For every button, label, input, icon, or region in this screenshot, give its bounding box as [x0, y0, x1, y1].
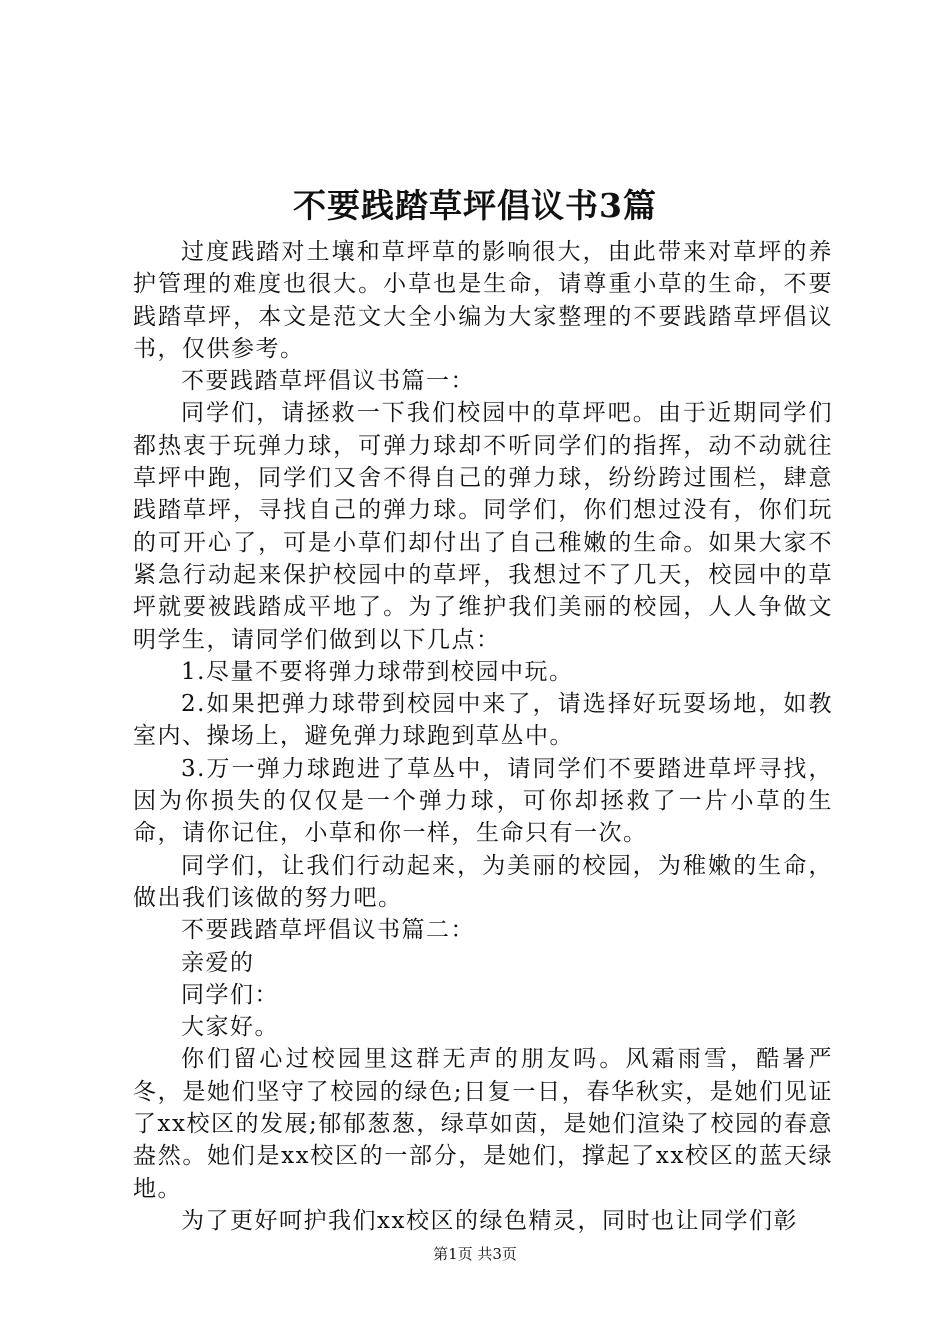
salutation-line-1: 亲爱的 — [181, 949, 255, 976]
paragraph-intro: 过度践踏对土壤和草坪草的影响很大，由此带来对草坪的养护管理的难度也很大。小草也是生命，请尊重小草的生命，不要践踏草坪，本文是范文大全小编为大家整理的不要践踏草坪倡议书，仅供参考。 — [133, 239, 833, 362]
page-footer: 第1页 共3页 — [433, 1245, 517, 1263]
paragraph-2: 你们留心过校园里这群无声的朋友吗。风霜雨雪，酷暑严冬，是她们坚守了校园的绿色;日复一日，春华秋实，是她们见证了xx校区的发展;郁郁葱葱，绿草如茵，是她们渲染了校园的春意盎然。她们是xx校区的一部分，是她们，撑起了xx校区的蓝天绿地。 — [133, 1046, 833, 1202]
section-heading-1: 不要践踏草坪倡议书篇一： — [181, 368, 475, 395]
salutation-line-2: 同学们： — [181, 981, 279, 1008]
list-item-3: 3.万一弹力球跑进了草丛中，请同学们不要踏进草坪寻找，因为你损失的仅仅是一个弹力球，可你却拯救了一片小草的生命，请你记住，小草和你一样，生命只有一次。 — [133, 755, 833, 847]
paragraph-closing-1: 同学们，让我们行动起来，为美丽的校园，为稚嫩的生命，做出我们该做的努力吧。 — [133, 852, 833, 911]
list-item-1: 1.尽量不要将弹力球带到校园中玩。 — [181, 658, 574, 685]
section-heading-2: 不要践踏草坪倡议书篇二： — [181, 917, 475, 944]
greeting-line: 大家好。 — [181, 1014, 279, 1041]
document-title: 不要践踏草坪倡议书3篇 — [293, 186, 657, 225]
paragraph-1: 同学们，请拯救一下我们校园中的草坪吧。由于近期同学们都热衷于玩弹力球，可弹力球却不听同学们的指挥，动不动就往草坪中跑，同学们又舍不得自己的弹力球，纷纷跨过围栏，肆意践踏草坪，寻找自己的弹力球。同学们，你们想过没有，你们玩的可开心了，可是小草们却付出了自己稚嫩的生命。如果大家不紧急行动起来保护校园中的草坪，我想过不了几天，校园中的草坪就要被践踏成平地了。为了维护我们美丽的校园，人人争做文明学生，请同学们做到以下几点： — [133, 400, 833, 653]
document-body — [133, 236, 833, 1237]
list-item-2: 2.如果把弹力球带到校园中来了，请选择好玩耍场地，如教室内、操场上，避免弹力球跑到草丛中。 — [133, 691, 833, 750]
paragraph-3: 为了更好呵护我们xx校区的绿色精灵，同时也让同学们彰 — [181, 1207, 798, 1234]
